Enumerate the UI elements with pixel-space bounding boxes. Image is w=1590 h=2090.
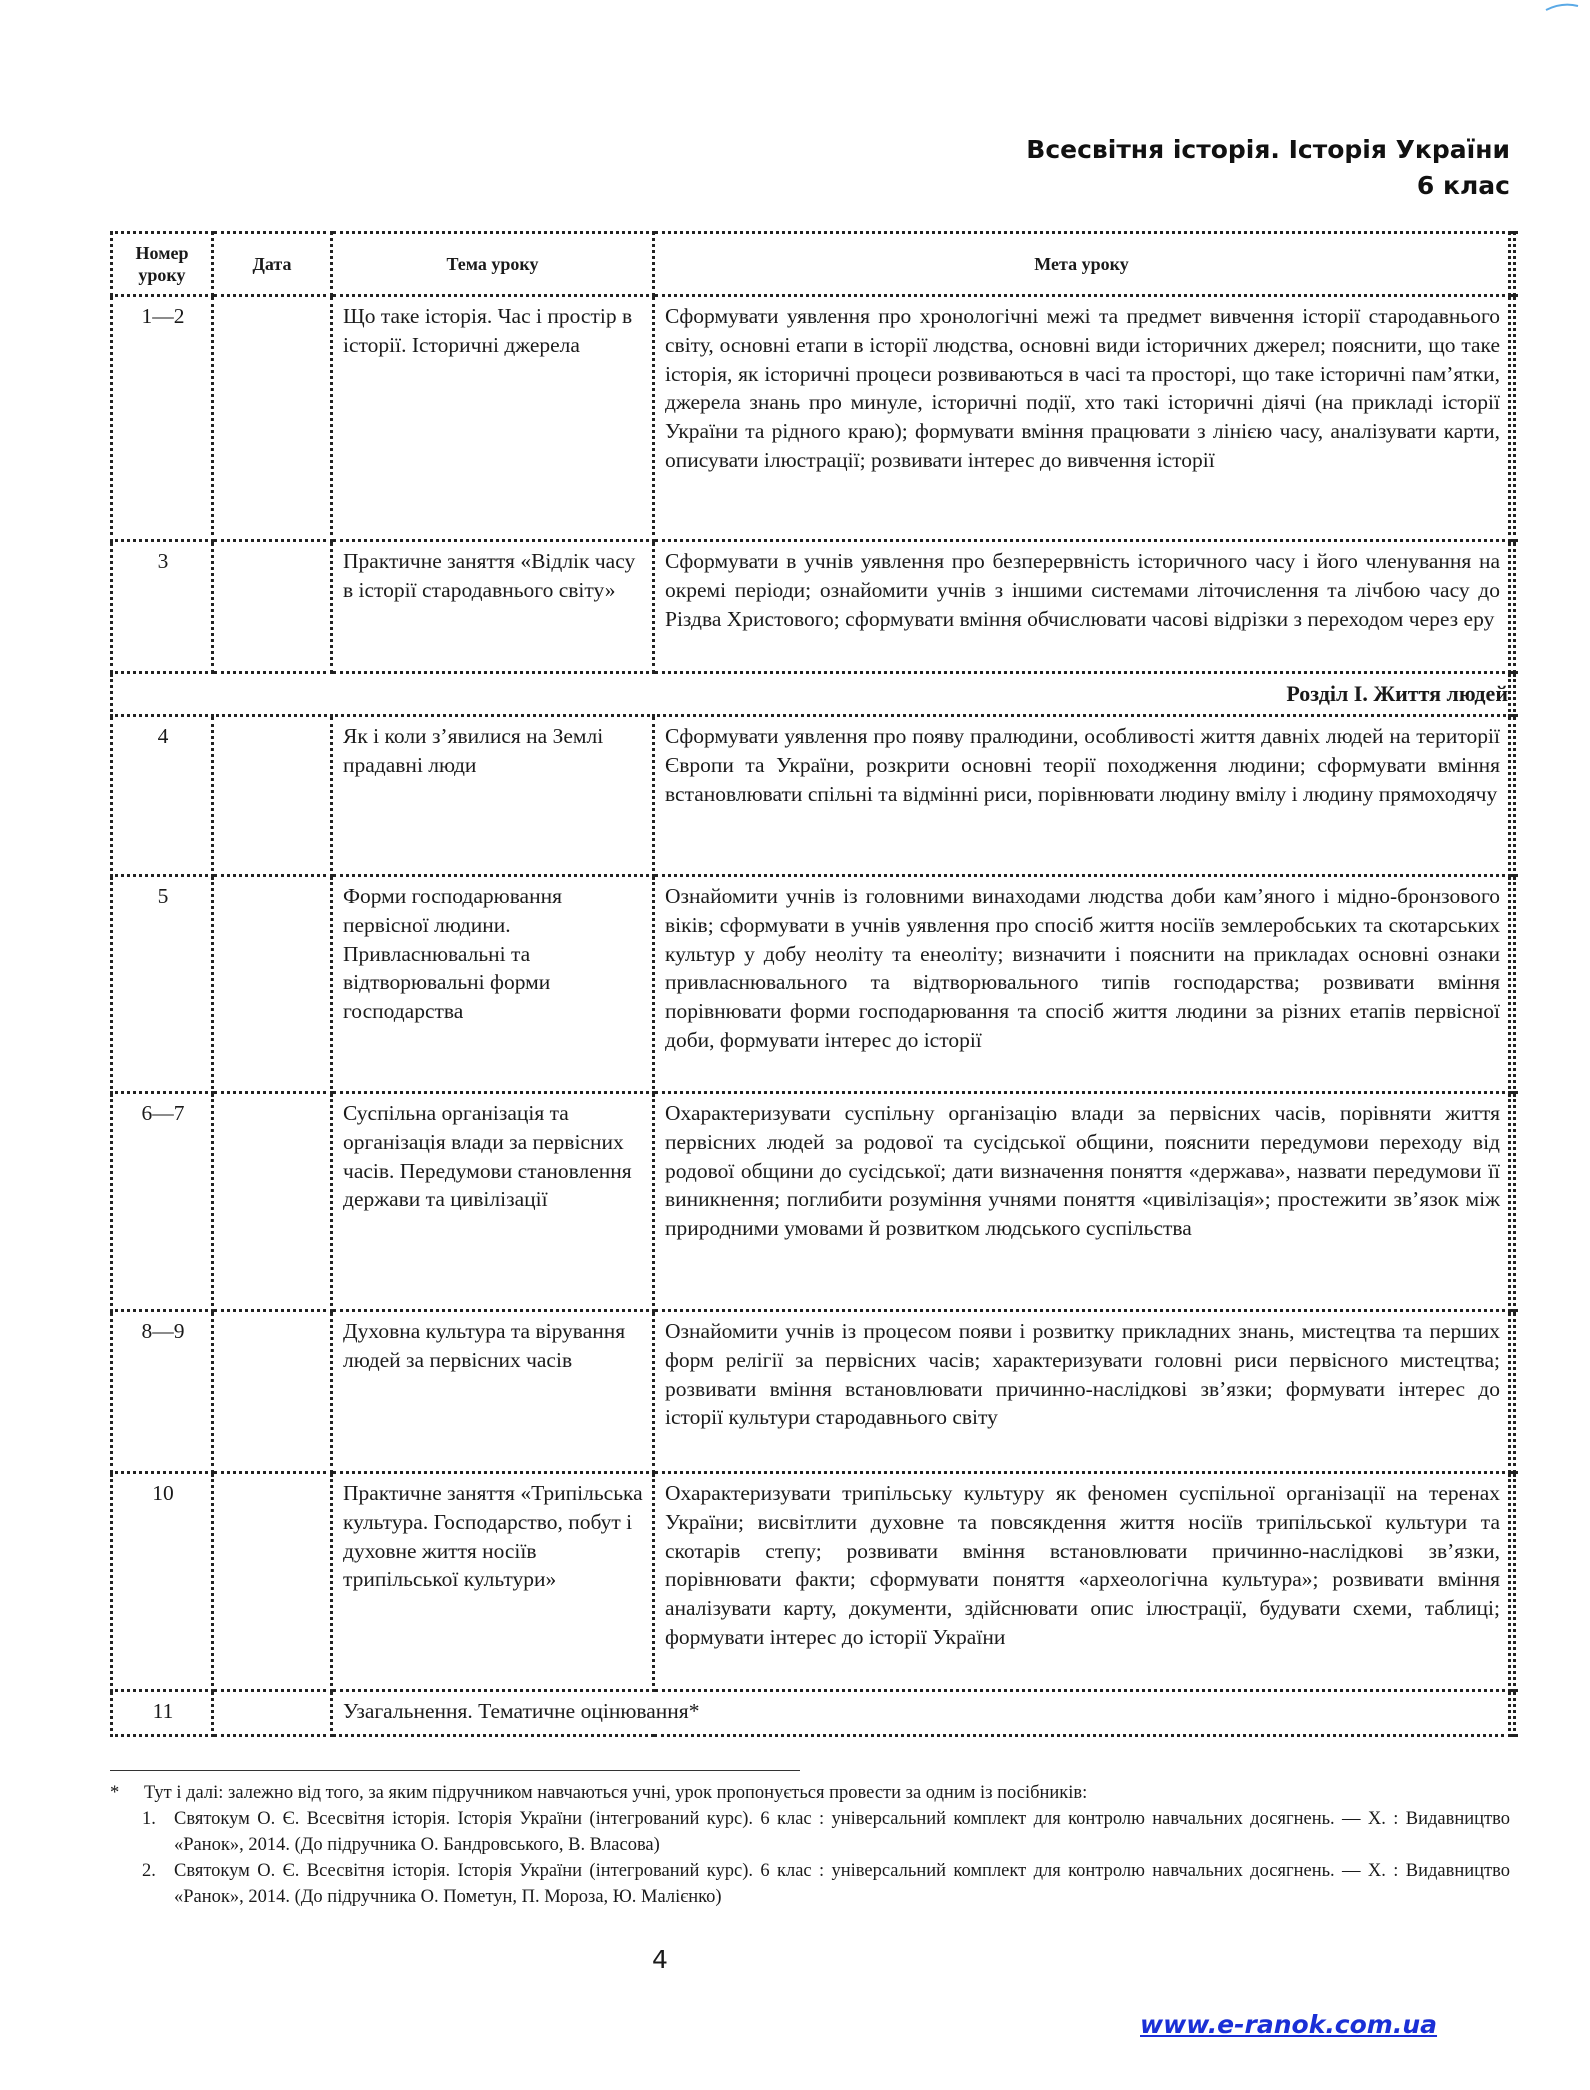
footnote-item	[110, 1858, 1510, 1910]
footnote-intro-text: Тут і далі: залежно від того, за яким підручником навчаються учні, урок пропонується провести за одним із посібників:	[144, 1783, 1088, 1803]
page-number: 4	[652, 1945, 668, 1974]
extra-cell	[1510, 1691, 1515, 1736]
header-extra	[1510, 233, 1515, 296]
header-topic: Тема уроку	[332, 233, 654, 296]
lesson-number: 4	[112, 716, 213, 876]
header-lesson-number: Номер уроку	[112, 233, 213, 296]
lesson-goal: Сформувати в учнів уявлення про безперервність історичного часу і його членування на окремі періоди; ознайомити учнів з іншими системами літочислення та лічбою часу до Різдва Христового; сформувати вміння обчислювати часові відрізки з переходом через еру	[654, 541, 1510, 673]
lesson-date	[213, 541, 332, 673]
footnote-item	[110, 1806, 1510, 1858]
extra-cell	[1510, 541, 1515, 673]
lesson-number: 11	[112, 1691, 213, 1736]
lesson-date	[213, 1691, 332, 1736]
extra-cell	[1510, 1473, 1515, 1691]
table-row	[112, 1311, 1515, 1473]
header-goal: Мета уроку	[654, 233, 1510, 296]
extra-cell	[1510, 1311, 1515, 1473]
table-row	[112, 541, 1515, 673]
table-row	[112, 296, 1515, 541]
corner-mark-icon	[1542, 0, 1582, 14]
lesson-date	[213, 1311, 332, 1473]
lesson-date	[213, 296, 332, 541]
header-date: Дата	[213, 233, 332, 296]
footnote-divider	[110, 1770, 800, 1771]
lesson-goal: Ознайомити учнів із процесом появи і розвитку прикладних знань, мистецтва та перших форм релігії за первісних часів; характеризувати головні риси первісного мистецтва; розвивати вміння встановлювати причинно-наслідкові зв’язки; формувати інтерес до історії культури стародавнього світу	[654, 1311, 1510, 1473]
lesson-date	[213, 876, 332, 1093]
lesson-plan-table	[110, 231, 1516, 1737]
lesson-goal: Охарактеризувати трипільську культуру як феномен суспільної організації на теренах України; висвітлити духовне та повсякдення життя носіїв трипільської культури та скотарів степу; розвивати вміння встановлювати причинно-наслідкові зв’язки, порівнювати факти; сформувати поняття «археологічна культура»; розвивати вміння аналізувати карту, документи, здійснювати опис ілюстрації, будувати схеми, таблиці; формувати інтерес до історії України	[654, 1473, 1510, 1691]
lesson-goal: Охарактеризувати суспільну організацію влади за первісних часів, порівняти життя первісних людей за родової та сусідської общини, пояснити передумови переходу від родової общини до сусідської; дати визначення поняття «держава», назвати передумови її виникнення; поглибити розуміння учнями поняття «цивілізація»; простежити зв’язок між природними умовами й розвитком людського суспільства	[654, 1093, 1510, 1311]
footnote-intro	[110, 1780, 1510, 1806]
footnote-item-number: 2.	[142, 1861, 156, 1881]
table-row	[112, 1691, 1515, 1736]
lesson-number: 1—2	[112, 296, 213, 541]
lesson-date	[213, 1093, 332, 1311]
extra-cell	[1510, 296, 1515, 541]
extra-cell	[1510, 673, 1515, 716]
lesson-topic: Практичне заняття «Трипільська культура. Господарство, побут і духовне життя носіїв трипільської культури»	[332, 1473, 654, 1691]
page-header	[110, 132, 1510, 204]
lesson-topic: Духовна культура та вірування людей за первісних часів	[332, 1311, 654, 1473]
section-heading: Розділ І. Життя людей	[112, 673, 1510, 716]
grade-title: 6 клас	[1416, 171, 1510, 200]
table-header-row	[112, 233, 1515, 296]
lesson-topic: Практичне заняття «Відлік часу в історії стародавнього світу»	[332, 541, 654, 673]
lesson-topic: Що таке історія. Час і простір в історії. Історичні джерела	[332, 296, 654, 541]
footnote-item-text: Святокум О. Є. Всесвітня історія. Історія України (інтегрований курс). 6 клас : універсальний комплект для контролю навчальних досягнень. — Х. : Видавництво «Ранок», 2014. (До підручника О. Пометун, П. Мороза, Ю. Малієнко)	[174, 1861, 1510, 1907]
lesson-goal: Сформувати уявлення про появу пралюдини, особливості життя давніх людей на території Європи та України, розкрити основні теорії походження людини; сформувати вміння встановлювати спільні та відмінні риси, порівнювати людину вмілу і людину прямоходячу	[654, 716, 1510, 876]
lesson-topic: Форми господарювання первісної людини. Привласнювальні та відтворювальні форми господарства	[332, 876, 654, 1093]
table-row	[112, 1473, 1515, 1691]
footnote-item-text: Святокум О. Є. Всесвітня історія. Історія України (інтегрований курс). 6 клас : універсальний комплект для контролю навчальних досягнень. — Х. : Видавництво «Ранок», 2014. (До підручника О. Бандровського, В. Власова)	[174, 1809, 1510, 1855]
lesson-number: 10	[112, 1473, 213, 1691]
footnote-item-number: 1.	[142, 1809, 156, 1829]
lesson-date	[213, 1473, 332, 1691]
lesson-topic: Як і коли з’явилися на Землі прадавні люди	[332, 716, 654, 876]
lesson-number: 8—9	[112, 1311, 213, 1473]
lesson-topic: Узагальнення. Тематичне оцінювання*	[332, 1691, 1510, 1736]
table-row	[112, 716, 1515, 876]
extra-cell	[1510, 716, 1515, 876]
table-row	[112, 876, 1515, 1093]
subject-title: Всесвітня історія. Історія України	[1026, 135, 1510, 164]
footnote	[110, 1780, 1510, 1910]
section-row	[112, 673, 1515, 716]
website-link[interactable]: www.e-ranok.com.ua	[1140, 2010, 1438, 2039]
footnote-star: *	[110, 1783, 120, 1803]
lesson-goal: Сформувати уявлення про хронологічні межі та предмет вивчення історії стародавнього світу, основні етапи в історії людства, основні види історичних джерел; пояснити, що таке історія, як історичні процеси розвиваються в часі та просторі, що таке історичні пам’ятки, джерела знань про минуле, історичні події, хто такі історичні діячі (на прикладі історії України та рідного краю); формувати вміння працювати з лінією часу, аналізувати карти, описувати ілюстрації; розвивати інтерес до вивчення історії	[654, 296, 1510, 541]
lesson-date	[213, 716, 332, 876]
lesson-goal: Ознайомити учнів із головними винаходами людства доби кам’яного і мідно-бронзового віків; сформувати в учнів уявлення про спосіб життя носіїв землеробських та скотарських культур у добу неоліту та енеоліту; визначити і пояснити на прикладах основні ознаки привласнювального та відтворювального типів господарства; розвивати вміння порівнювати форми господарювання та спосіб життя людини за різних етапів первісної доби, формувати інтерес до історії	[654, 876, 1510, 1093]
extra-cell	[1510, 876, 1515, 1093]
lesson-number: 3	[112, 541, 213, 673]
lesson-number: 5	[112, 876, 213, 1093]
extra-cell	[1510, 1093, 1515, 1311]
table-row	[112, 1093, 1515, 1311]
lesson-number: 6—7	[112, 1093, 213, 1311]
lesson-topic: Суспільна організація та організація влади за первісних часів. Передумови становлення держави та цивілізації	[332, 1093, 654, 1311]
